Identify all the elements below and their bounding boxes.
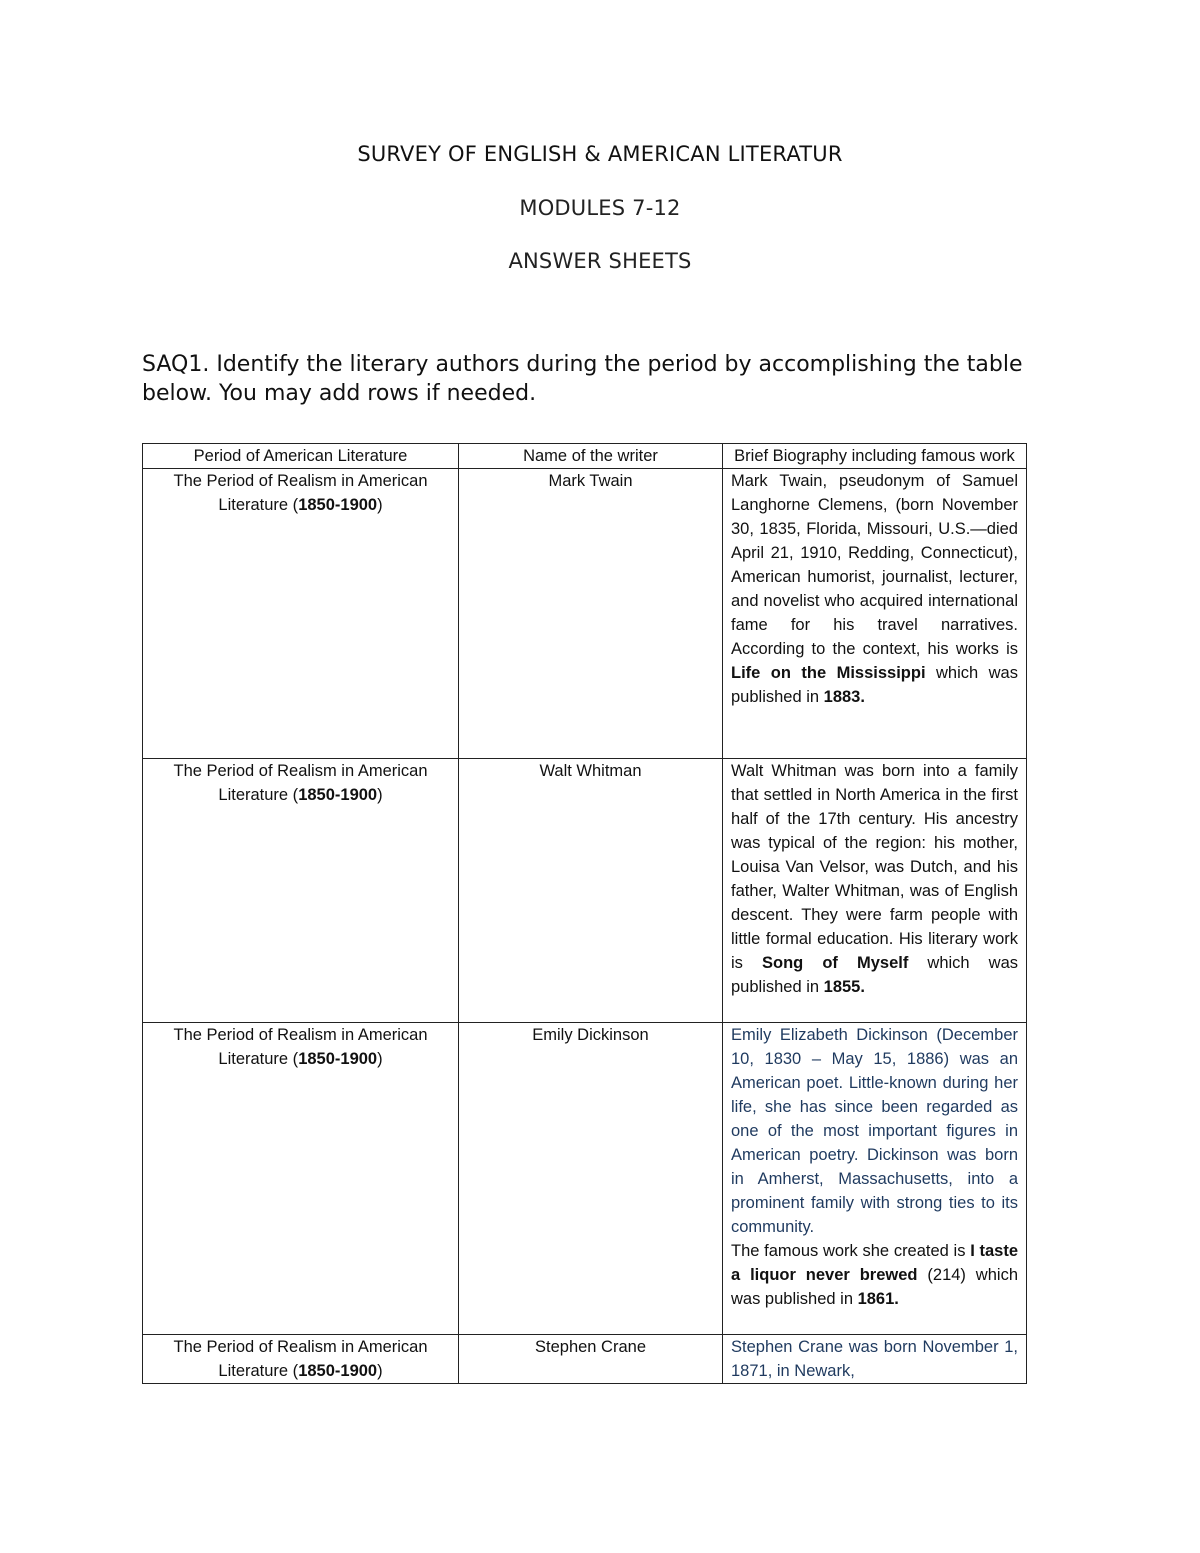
header-period: Period of American Literature <box>143 444 459 469</box>
document-title: SURVEY OF ENGLISH & AMERICAN LITERATUR <box>357 142 843 166</box>
period-cell: The Period of Realism in American Literature (1850-1900) <box>143 759 459 1023</box>
writer-cell: Emily Dickinson <box>459 1023 723 1335</box>
header-biography: Brief Biography including famous work <box>723 444 1027 469</box>
table-row <box>143 1335 1027 1384</box>
table-header-row <box>143 444 1027 469</box>
period-cell: The Period of Realism in American Literature (1850-1900) <box>143 469 459 759</box>
biography-cell <box>723 1023 1027 1335</box>
table-row <box>143 1023 1027 1335</box>
question-saq1: SAQ1. Identify the literary authors during the period by accomplishing the table below. You may add rows if needed. <box>142 352 1023 406</box>
biography-paragraph: Emily Elizabeth Dickinson (December 10, 1830 – May 15, 1886) was an American poet. Little-known during her life, she has since been regarded as one of the most important figures in American poetry. Dickinson was born in Amherst, Massachusetts, into a prominent family with strong ties to its community. <box>731 1026 1018 1236</box>
period-cell: The Period of Realism in American Literature (1850-1900) <box>143 1335 459 1384</box>
biography-work-paragraph: The famous work she created is I taste a liquor never brewed (214) which was published in 1861. <box>731 1242 1018 1308</box>
authors-table <box>142 443 1027 1384</box>
biography-cell: Mark Twain, pseudonym of Samuel Langhorne Clemens, (born November 30, 1835, Florida, Missouri, U.S.—died April 21, 1910, Redding, Connecticut), American humorist, journalist, lecturer, and novelist who acquired international fame for his travel narratives. According to the context, his works is Life on the Mississippi which was published in 1883. <box>723 469 1027 759</box>
answer-sheets-label: ANSWER SHEETS <box>508 249 692 273</box>
writer-cell: Mark Twain <box>459 469 723 759</box>
table-row <box>143 759 1027 1023</box>
biography-cell: Walt Whitman was born into a family that settled in North America in the first half of the 17th century. His ancestry was typical of the region: his mother, Louisa Van Velsor, was Dutch, and his father, Walter Whitman, was of English descent. They were farm people with little formal education. His literary work is Song of Myself which was published in 1855. <box>723 759 1027 1023</box>
biography-cell: Stephen Crane was born November 1, 1871, in Newark, <box>723 1335 1027 1384</box>
table-row <box>143 469 1027 759</box>
writer-cell: Stephen Crane <box>459 1335 723 1384</box>
modules-label: MODULES 7-12 <box>519 196 681 220</box>
period-cell: The Period of Realism in American Literature (1850-1900) <box>143 1023 459 1335</box>
writer-cell: Walt Whitman <box>459 759 723 1023</box>
header-writer: Name of the writer <box>459 444 723 469</box>
